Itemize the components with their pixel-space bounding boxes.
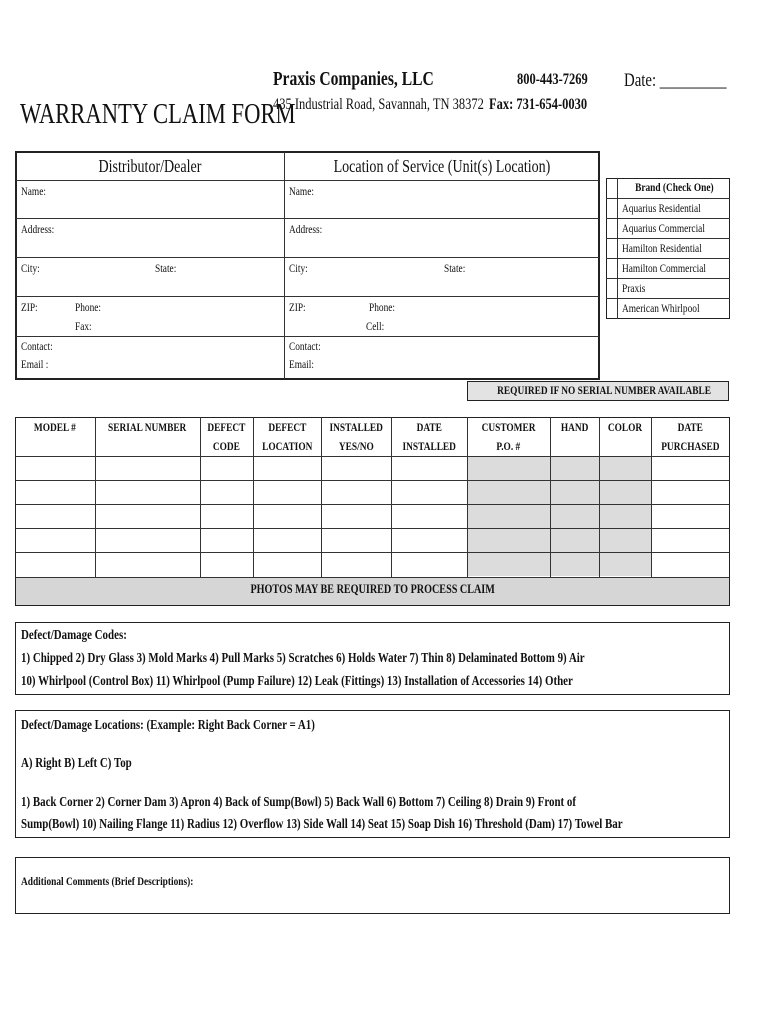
additional-comments-label: Additional Comments (Brief Descriptions): [21, 874, 194, 888]
table-cell[interactable] [652, 481, 730, 504]
defect-codes-title: Defect/Damage Codes: [21, 628, 127, 643]
table-cell[interactable] [322, 481, 391, 504]
table-cell[interactable] [96, 505, 200, 528]
table-cell[interactable] [652, 457, 730, 480]
table-cell[interactable] [468, 529, 550, 552]
column-header: COLOR [607, 420, 643, 434]
service-cell-field[interactable]: Cell: [366, 319, 385, 333]
dealer-zip-field[interactable]: ZIP: [21, 300, 38, 314]
table-cell[interactable] [96, 529, 200, 552]
table-cell[interactable] [468, 481, 550, 504]
brand-option-label: American Whirlpool [622, 301, 700, 315]
form-title: WARRANTY CLAIM FORM [20, 98, 296, 130]
dealer-city-field[interactable]: City: [21, 261, 40, 275]
table-cell[interactable] [600, 529, 651, 552]
table-cell[interactable] [392, 553, 467, 577]
dealer-phone-field[interactable]: Phone: [75, 300, 102, 314]
service-address-field[interactable]: Address: [289, 222, 323, 236]
company-fax: Fax: 731-654-0030 [489, 96, 588, 113]
defect-locations-sides: A) Right B) Left C) Top [21, 756, 132, 771]
brand-option-label: Hamilton Commercial [622, 261, 706, 275]
service-phone-field[interactable]: Phone: [369, 300, 396, 314]
service-zip-field[interactable]: ZIP: [289, 300, 306, 314]
brand-checkbox[interactable] [607, 259, 617, 278]
defect-locations-title: Defect/Damage Locations: (Example: Right Back Corner = A1) [21, 718, 315, 733]
defect-codes-line-1: 1) Chipped 2) Dry Glass 3) Mold Marks 4) Pull Marks 5) Scratches 6) Holds Water 7) Thin 8) Delaminated Bottom 9) Air [21, 651, 585, 666]
defect-locations-line-1: 1) Back Corner 2) Corner Dam 3) Apron 4) Back of Sump(Bowl) 5) Back Wall 6) Bottom 7) Ceiling 8) Drain 9) Front of [21, 795, 576, 810]
brand-option-label: Hamilton Residential [622, 241, 702, 255]
brand-option-label: Aquarius Residential [622, 201, 701, 215]
table-cell[interactable] [254, 529, 321, 552]
table-cell[interactable] [600, 481, 651, 504]
table-cell[interactable] [201, 481, 253, 504]
table-cell[interactable] [16, 553, 95, 577]
table-cell[interactable] [96, 457, 200, 480]
brand-checkbox[interactable] [607, 199, 617, 218]
column-header: HAND [560, 420, 589, 434]
dealer-fax-field[interactable]: Fax: [75, 319, 92, 333]
brand-checkbox[interactable] [607, 299, 617, 318]
table-cell[interactable] [322, 529, 391, 552]
company-address: 435 Industrial Road, Savannah, TN 38372 [273, 96, 484, 113]
service-heading: Location of Service (Unit(s) Location) [333, 156, 551, 176]
table-cell[interactable] [652, 553, 730, 577]
table-cell[interactable] [392, 505, 467, 528]
table-cell[interactable] [600, 457, 651, 480]
table-cell[interactable] [468, 505, 550, 528]
table-cell[interactable] [392, 457, 467, 480]
dealer-name-field[interactable]: Name: [21, 184, 46, 198]
column-header: DATE INSTALLED [402, 420, 456, 453]
table-cell[interactable] [600, 505, 651, 528]
table-cell[interactable] [96, 553, 200, 577]
column-header: CUSTOMER P.O. # [481, 420, 536, 453]
dealer-email-field[interactable]: Email : [21, 357, 49, 371]
table-cell[interactable] [254, 505, 321, 528]
column-header: INSTALLED YES/NO [329, 420, 383, 453]
table-cell[interactable] [652, 505, 730, 528]
table-cell[interactable] [254, 481, 321, 504]
table-cell[interactable] [322, 457, 391, 480]
table-cell[interactable] [254, 553, 321, 577]
column-header: MODEL # [34, 420, 76, 434]
table-cell[interactable] [392, 481, 467, 504]
table-cell[interactable] [551, 553, 599, 577]
table-cell[interactable] [468, 457, 550, 480]
company-phone: 800-443-7269 [517, 71, 588, 88]
table-cell[interactable] [201, 553, 253, 577]
table-cell[interactable] [392, 529, 467, 552]
table-cell[interactable] [16, 457, 95, 480]
table-cell[interactable] [254, 457, 321, 480]
service-email-field[interactable]: Email: [289, 357, 314, 371]
table-cell[interactable] [322, 505, 391, 528]
table-cell[interactable] [322, 553, 391, 577]
service-state-field[interactable]: State: [444, 261, 466, 275]
service-contact-field[interactable]: Contact: [289, 339, 321, 353]
photos-note: PHOTOS MAY BE REQUIRED TO PROCESS CLAIM [250, 581, 495, 596]
column-header: DEFECT CODE [207, 420, 246, 453]
brand-checkbox[interactable] [607, 239, 617, 258]
column-header: DATE PURCHASED [661, 420, 720, 453]
column-header: SERIAL NUMBER [108, 420, 187, 434]
brand-heading: Brand (Check One) [634, 180, 714, 194]
table-cell[interactable] [652, 529, 730, 552]
table-cell[interactable] [16, 481, 95, 504]
brand-checkbox[interactable] [607, 219, 617, 238]
dealer-heading: Distributor/Dealer [98, 156, 202, 176]
company-name: Praxis Companies, LLC [273, 68, 434, 90]
table-cell[interactable] [16, 529, 95, 552]
brand-option-label: Aquarius Commercial [622, 221, 705, 235]
table-cell[interactable] [468, 553, 550, 577]
defect-locations-line-2: Sump(Bowl) 10) Nailing Flange 11) Radius 12) Overflow 13) Side Wall 14) Seat 15) Soap Dish 16) Threshold (Dam) 17) Towel Bar [21, 817, 623, 832]
defect-codes-line-2: 10) Whirlpool (Control Box) 11) Whirlpool (Pump Failure) 12) Leak (Fittings) 13) Installation of Accessories 14) Other [21, 674, 573, 689]
column-header: DEFECT LOCATION [261, 420, 313, 453]
service-city-field[interactable]: City: [289, 261, 308, 275]
table-cell[interactable] [201, 529, 253, 552]
brand-option-label: Praxis [622, 281, 646, 295]
brand-checkbox[interactable] [607, 279, 617, 298]
table-cell[interactable] [201, 457, 253, 480]
table-cell[interactable] [551, 481, 599, 504]
dealer-state-field[interactable]: State: [155, 261, 177, 275]
table-cell[interactable] [600, 553, 651, 577]
table-cell[interactable] [16, 505, 95, 528]
dealer-address-field[interactable]: Address: [21, 222, 55, 236]
table-cell[interactable] [551, 529, 599, 552]
table-cell[interactable] [96, 481, 200, 504]
table-cell[interactable] [551, 505, 599, 528]
required-note: REQUIRED IF NO SERIAL NUMBER AVAILABLE [497, 383, 712, 397]
table-cell[interactable] [201, 505, 253, 528]
date-field[interactable]: Date: _________ [624, 70, 727, 91]
dealer-contact-field[interactable]: Contact: [21, 339, 53, 353]
table-cell[interactable] [551, 457, 599, 480]
service-name-field[interactable]: Name: [289, 184, 314, 198]
